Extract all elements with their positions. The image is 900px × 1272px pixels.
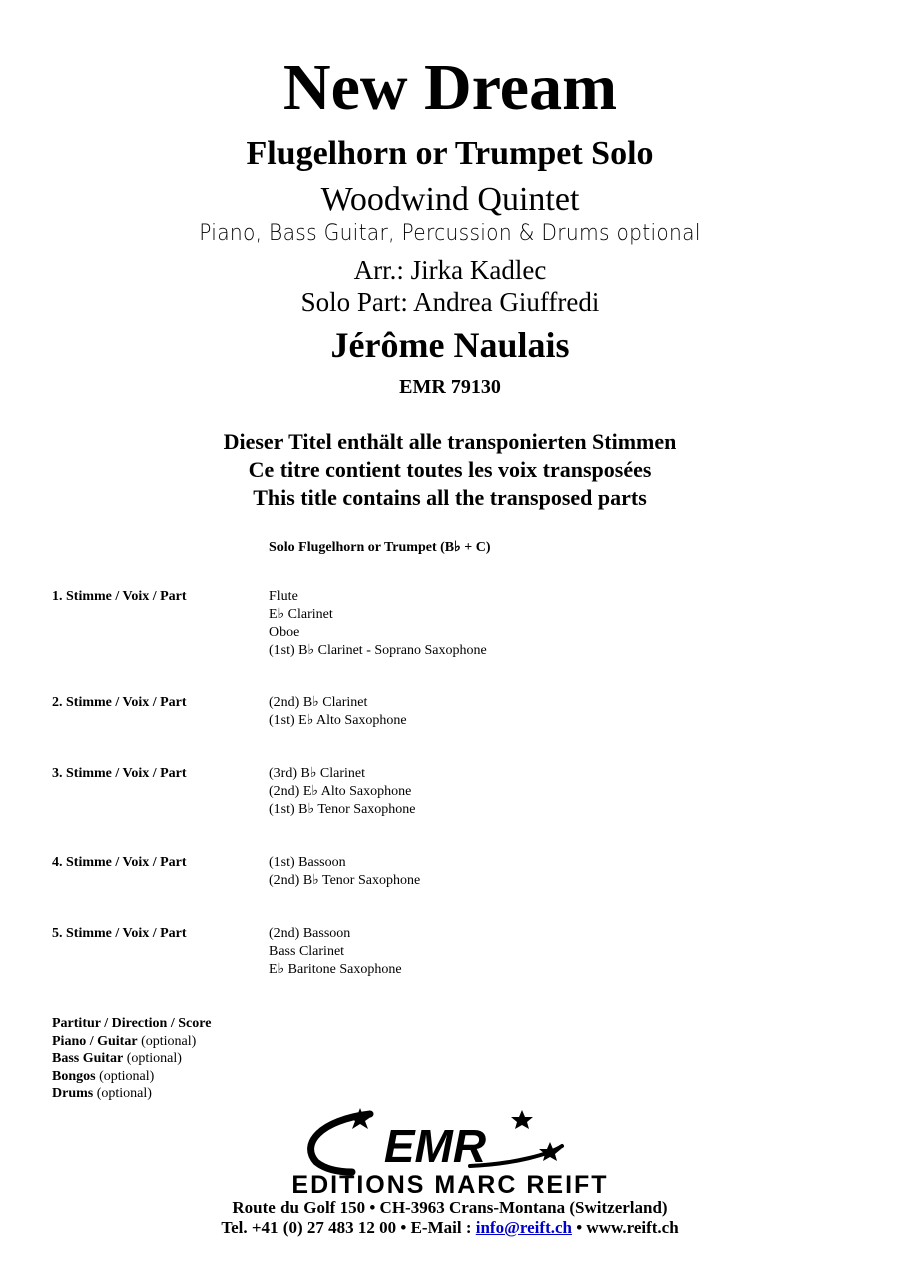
solo-part-credit: Solo Part: Andrea Giuffredi — [300, 287, 600, 317]
part-label: 2. Stimme / Voix / Part — [52, 695, 187, 710]
instrument: Oboe — [269, 625, 300, 640]
instrument: (2nd) Bassoon — [269, 926, 351, 941]
part-instrument-list — [269, 588, 487, 660]
publisher-contact — [0, 1217, 900, 1239]
extra-item — [52, 1033, 211, 1051]
instrument: E♭ Clarinet — [269, 607, 333, 622]
instrument: (1st) B♭ Clarinet - Soprano Saxophone — [269, 643, 487, 658]
extra-note: (optional) — [93, 1086, 152, 1101]
instrument: Flute — [269, 589, 298, 604]
part-instrument-list — [269, 925, 402, 979]
page-title: New Dream — [282, 51, 618, 124]
part-instrument-list — [269, 694, 407, 730]
extra-note: (optional) — [95, 1068, 155, 1084]
extra-note: (optional) — [137, 1033, 197, 1049]
contact-phone: Tel. +41 (0) 27 483 12 00 • E-Mail : — [221, 1218, 476, 1237]
notice-french: Ce titre contient toutes les voix transposées — [248, 457, 652, 482]
extra-item — [52, 1068, 211, 1086]
instrument: (3rd) B♭ Clarinet — [269, 766, 366, 781]
instrument: (2nd) B♭ Clarinet — [269, 695, 368, 710]
part-label: 3. Stimme / Voix / Part — [52, 766, 187, 781]
instrument: (2nd) E♭ Alto Saxophone — [269, 784, 412, 799]
publisher-address: Route du Golf 150 • CH-3963 Crans-Montana (Switzerland) — [232, 1198, 668, 1217]
instrument: (1st) B♭ Tenor Saxophone — [269, 802, 416, 817]
notice-german: Dieser Titel enthält alle transponierten Stimmen — [223, 429, 677, 454]
extra-name: Bass Guitar — [52, 1051, 124, 1066]
instrument: (1st) Bassoon — [269, 855, 346, 870]
star-icon — [511, 1110, 533, 1129]
extra-item — [52, 1085, 211, 1103]
solo-instrument: Solo Flugelhorn or Trumpet (B♭ + C) — [269, 540, 491, 555]
extra-item — [52, 1050, 211, 1068]
extra-note: (optional) — [123, 1051, 182, 1066]
part-instrument-list — [269, 765, 416, 819]
ensemble: Woodwind Quintet — [320, 181, 580, 218]
emr-logo — [300, 1106, 570, 1178]
email-link[interactable]: info@reift.ch — [475, 1218, 572, 1237]
extra-name: Bongos — [52, 1068, 96, 1084]
instrument: E♭ Baritone Saxophone — [269, 962, 402, 977]
contact-website: • www.reift.ch — [571, 1218, 679, 1237]
extras-list — [52, 1015, 211, 1103]
subtitle: Flugelhorn or Trumpet Solo — [246, 135, 654, 172]
star-icon — [539, 1142, 561, 1161]
part-instrument-list — [269, 854, 420, 890]
part-label: 4. Stimme / Voix / Part — [52, 855, 187, 870]
notice-english: This title contains all the transposed parts — [253, 485, 647, 510]
instrument: Bass Clarinet — [269, 944, 345, 959]
instrument: (1st) E♭ Alto Saxophone — [269, 713, 407, 728]
optional-instruments: Piano, Bass Guitar, Percussion & Drums optional — [199, 221, 701, 246]
extra-item — [52, 1015, 211, 1033]
extra-name: Partitur / Direction / Score — [52, 1016, 212, 1031]
extra-name: Drums — [52, 1086, 94, 1101]
arranger: Arr.: Jirka Kadlec — [353, 255, 547, 285]
logo-text: EMR — [383, 1120, 487, 1172]
instrument: (2nd) B♭ Tenor Saxophone — [269, 873, 421, 888]
publisher-name: EDITIONS MARC REIFT — [291, 1171, 609, 1199]
part-label: 5. Stimme / Voix / Part — [52, 926, 187, 941]
composer: Jérôme Naulais — [330, 325, 570, 365]
extra-name: Piano / Guitar — [52, 1033, 138, 1049]
catalog-number: EMR 79130 — [399, 376, 501, 398]
part-label: 1. Stimme / Voix / Part — [52, 589, 187, 604]
